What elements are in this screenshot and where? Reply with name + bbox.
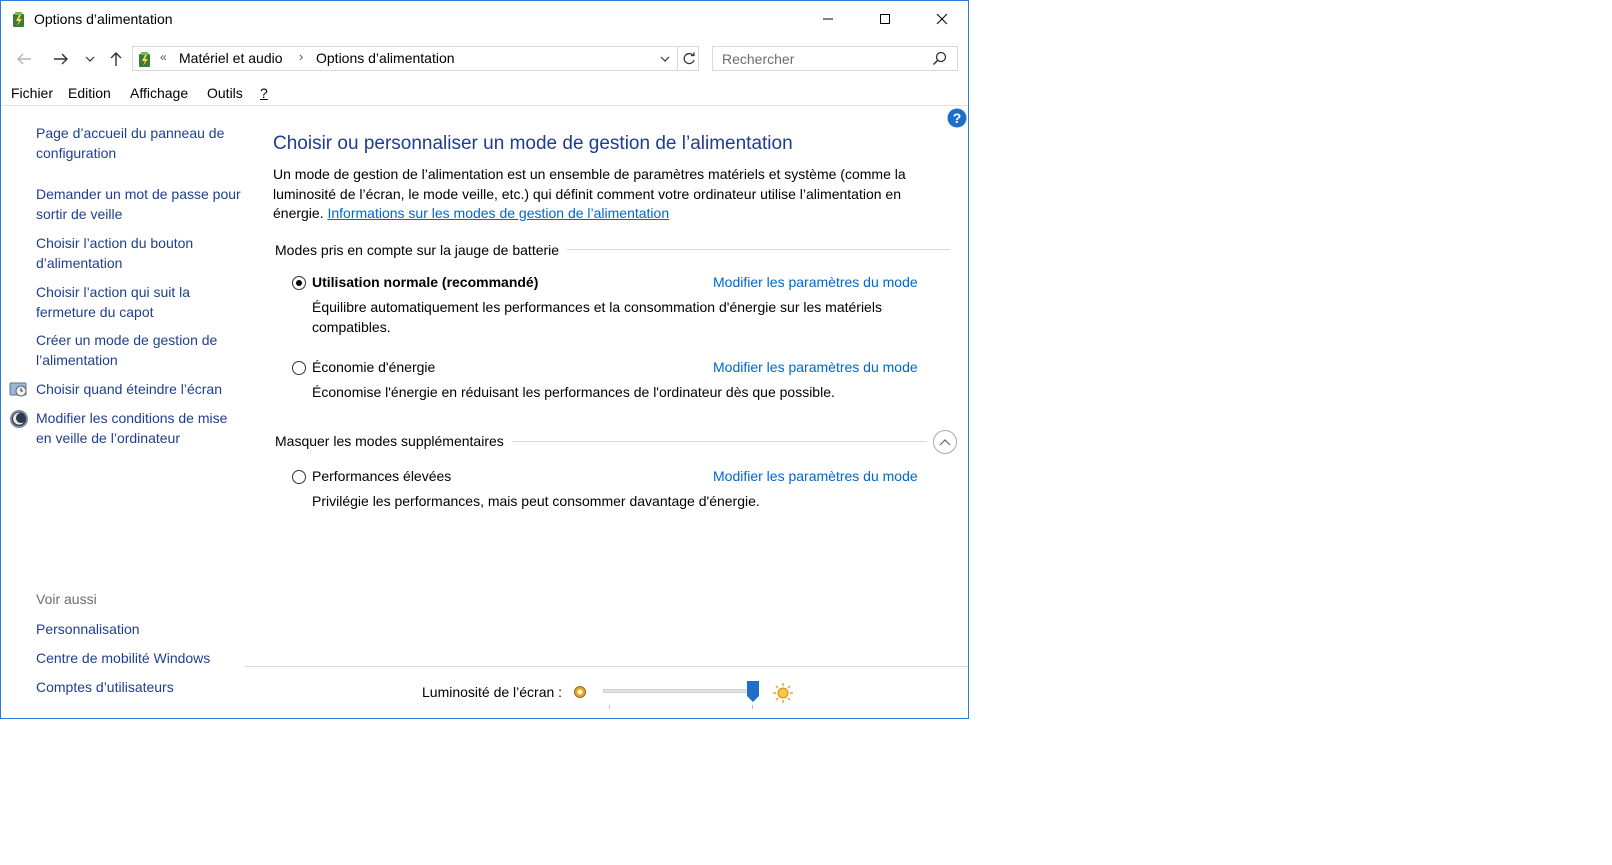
back-arrow-icon bbox=[16, 52, 32, 66]
chevron-down-icon bbox=[85, 55, 95, 63]
forward-arrow-icon bbox=[53, 52, 69, 66]
info-power-plans-link[interactable]: Informations sur les modes de gestion de l’alimentation bbox=[327, 205, 670, 221]
power-options-window bbox=[0, 0, 969, 719]
brightness-high-icon bbox=[772, 682, 794, 704]
plan-power-saver-radio[interactable] bbox=[292, 361, 306, 375]
menu-outils[interactable]: Outils bbox=[207, 85, 243, 101]
up-button[interactable] bbox=[104, 43, 128, 75]
power-options-icon bbox=[136, 50, 154, 68]
title-bar bbox=[1, 1, 968, 37]
slider-tick bbox=[609, 705, 610, 709]
plan-high-performance-radio[interactable] bbox=[292, 470, 306, 484]
minimize-icon bbox=[822, 13, 834, 25]
see-also-label: Voir aussi bbox=[36, 591, 97, 607]
chevron-up-icon bbox=[939, 438, 951, 446]
sidebar-link-sleep-settings[interactable]: Modifier les conditions de mise en veille de l’ordinateur bbox=[36, 410, 228, 446]
display-clock-icon bbox=[9, 380, 29, 400]
plan-balanced-change-link[interactable]: Modifier les paramètres du mode bbox=[713, 274, 918, 290]
sidebar-link-power-button-action[interactable]: Choisir l’action du bouton d’alimentation bbox=[36, 235, 194, 271]
address-bar[interactable] bbox=[132, 46, 699, 71]
see-also-mobility-center[interactable]: Centre de mobilité Windows bbox=[36, 650, 211, 666]
forward-button[interactable] bbox=[49, 43, 73, 75]
back-button[interactable] bbox=[12, 43, 36, 75]
plan-balanced-name[interactable]: Utilisation normale (recommandé) bbox=[312, 274, 539, 290]
up-arrow-icon bbox=[109, 51, 123, 67]
plan-power-saver-name[interactable]: Économie d'énergie bbox=[312, 359, 436, 375]
recent-locations-button[interactable] bbox=[80, 43, 100, 75]
sidebar-link-control-panel-home[interactable]: Page d’accueil du panneau de configuration bbox=[36, 125, 225, 161]
maximize-icon bbox=[879, 13, 891, 25]
menu-bar bbox=[1, 81, 968, 106]
search-icon[interactable] bbox=[932, 51, 947, 66]
bottom-divider bbox=[245, 666, 968, 667]
sidebar-link-lid-close-action[interactable]: Choisir l’action qui suit la fermeture du capot bbox=[36, 284, 191, 320]
sidebar-link-require-password[interactable]: Demander un mot de passe pour sortir de veille bbox=[36, 186, 241, 222]
minimize-button[interactable] bbox=[799, 1, 856, 37]
plan-high-performance-change-link[interactable]: Modifier les paramètres du mode bbox=[713, 468, 918, 484]
brightness-low-icon bbox=[573, 685, 587, 699]
menu-fichier[interactable]: Fichier bbox=[11, 85, 54, 101]
search-input[interactable] bbox=[713, 47, 928, 70]
chevron-down-icon bbox=[660, 55, 670, 63]
address-dropdown-button[interactable] bbox=[655, 47, 675, 70]
refresh-icon bbox=[682, 52, 696, 66]
plan-balanced-desc: Équilibre automatiquement les performances et la consommation d'énergie sur les matériels compatibles. bbox=[312, 299, 882, 335]
power-options-icon bbox=[10, 10, 28, 28]
menu-affichage[interactable]: Affichage bbox=[130, 85, 189, 101]
overflow-chevron[interactable]: « bbox=[160, 50, 167, 64]
see-also-user-accounts[interactable]: Comptes d’utilisateurs bbox=[36, 679, 174, 695]
close-icon bbox=[936, 13, 948, 25]
plan-power-saver-change-link[interactable]: Modifier les paramètres du mode bbox=[713, 359, 918, 375]
battery-plans-group-label: Modes pris en compte sur la jauge de batterie bbox=[275, 242, 567, 258]
close-button[interactable] bbox=[913, 1, 970, 37]
sleep-moon-icon bbox=[9, 409, 29, 429]
collapse-button[interactable] bbox=[933, 430, 957, 454]
maximize-button[interactable] bbox=[856, 1, 913, 37]
navigation-bar bbox=[1, 43, 968, 75]
search-box[interactable] bbox=[712, 46, 958, 71]
hide-additional-plans-label[interactable]: Masquer les modes supplémentaires bbox=[275, 433, 512, 449]
plan-high-performance-desc: Privilégie les performances, mais peut consommer davantage d'énergie. bbox=[312, 493, 760, 509]
page-title: Choisir ou personnaliser un mode de gestion de l’alimentation bbox=[273, 133, 793, 154]
refresh-button[interactable] bbox=[677, 47, 700, 70]
plan-balanced-radio[interactable] bbox=[292, 276, 306, 290]
plan-high-performance-name[interactable]: Performances élevées bbox=[312, 468, 452, 484]
window-title: Options d’alimentation bbox=[34, 11, 173, 27]
brightness-slider-track[interactable] bbox=[603, 689, 757, 693]
menu-edition[interactable]: Edition bbox=[68, 85, 111, 101]
brightness-label: Luminosité de l’écran : bbox=[422, 684, 563, 700]
breadcrumb-power-options[interactable]: Options d’alimentation bbox=[316, 50, 455, 66]
slider-tick bbox=[752, 705, 753, 709]
sidebar-link-turn-off-display[interactable]: Choisir quand éteindre l’écran bbox=[36, 381, 222, 397]
sidebar-link-create-plan[interactable]: Créer un mode de gestion de l’alimentation bbox=[36, 332, 218, 368]
plan-power-saver-desc: Économise l'énergie en réduisant les performances de l'ordinateur dès que possible. bbox=[312, 384, 835, 400]
breadcrumb-hardware-audio[interactable]: Matériel et audio bbox=[179, 50, 283, 66]
intro-text bbox=[273, 165, 945, 224]
menu-help[interactable]: ? bbox=[260, 85, 268, 101]
breadcrumb-separator-icon[interactable]: › bbox=[299, 49, 304, 64]
help-icon[interactable] bbox=[947, 108, 967, 128]
brightness-slider-thumb[interactable] bbox=[747, 681, 759, 702]
intro-body: Un mode de gestion de l’alimentation est un ensemble de paramètres matériels et système (comme la luminosité de l’écran, le mode veille, etc.) qui définit comment votre ordinateur utilise l’alimentation en énergie. bbox=[273, 166, 906, 221]
see-also-personalization[interactable]: Personnalisation bbox=[36, 621, 140, 637]
svg-text:?: ? bbox=[952, 110, 962, 126]
